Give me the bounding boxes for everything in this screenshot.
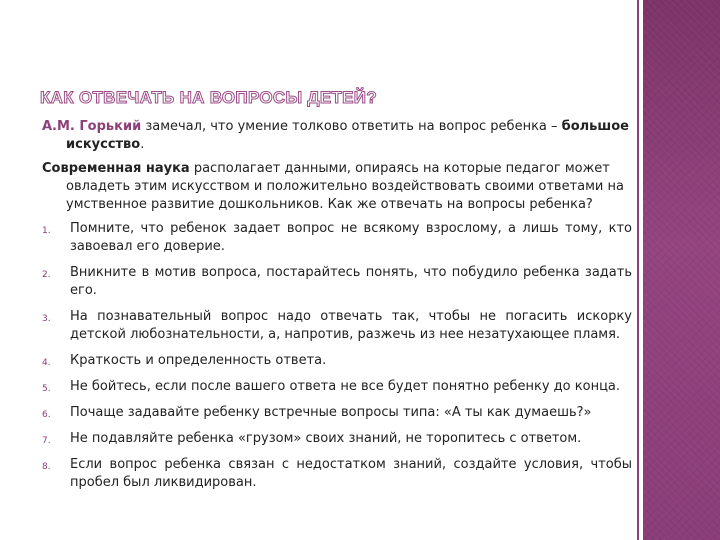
list-item-text: Не бойтесь, если после вашего ответа не все будет понятно ребенку до конца. (70, 379, 621, 394)
list-item-text: Вникните в мотив вопроса, постарайтесь понять, что побудило ребенка задать его. (70, 265, 632, 298)
advice-list (42, 220, 632, 492)
list-item (42, 378, 632, 396)
list-item-number: 7. (42, 436, 51, 446)
list-item-text: Не подавляйте ребенка «грузом» своих знаний, не торопитесь с ответом. (70, 431, 582, 446)
list-item-text: Почаще задавайте ребенку встречные вопросы типа: «А ты как думаешь?» (70, 405, 592, 420)
intro-text: замечал, что умение толково ответить на вопрос ребенка – (141, 119, 562, 134)
side-divider-line (637, 0, 639, 540)
intro-bold-phrase: большое искусство (66, 119, 629, 152)
science-paragraph (42, 160, 632, 214)
intro-author-name: А.М. Горький (42, 119, 142, 134)
list-item-number: 1. (42, 226, 51, 236)
list-item-number: 4. (42, 358, 51, 368)
list-item-number: 3. (42, 314, 51, 324)
list-item (42, 456, 632, 492)
science-text: располагает данными, опираясь на которые педагог может овладеть этим искусством и положительно воздействовать своими ответами на умственное развитие дошкольников. Как же отвечать на вопросы ребенка? (66, 161, 624, 212)
list-item (42, 264, 632, 300)
science-lead: Современная наука (42, 161, 190, 176)
list-item (42, 352, 632, 370)
slide-content (42, 118, 632, 500)
list-item (42, 220, 632, 256)
list-item-text: Краткость и определенность ответа. (70, 353, 327, 368)
list-item-number: 2. (42, 270, 51, 280)
list-item-text: Помните, что ребенок задает вопрос не всякому взрослому, а лишь тому, кто завоевал его доверие. (70, 221, 632, 254)
slide-title: КАК ОТВЕЧАТЬ НА ВОПРОСЫ ДЕТЕЙ? (40, 88, 378, 107)
intro-paragraph (42, 118, 632, 154)
list-item (42, 430, 632, 448)
list-item-text: Если вопрос ребенка связан с недостатком знаний, создайте условия, чтобы пробел был ликвидирован. (70, 457, 632, 490)
list-item-number: 5. (42, 384, 51, 394)
list-item-text: На познавательный вопрос надо отвечать так, чтобы не погасить искорку детской любознательности, а, напротив, разжечь из нее незатухающее пламя. (70, 309, 632, 342)
intro-end: . (140, 137, 145, 152)
list-item (42, 404, 632, 422)
list-item-number: 8. (42, 462, 51, 472)
decorative-side-panel (643, 0, 720, 540)
list-item-number: 6. (42, 410, 51, 420)
list-item (42, 308, 632, 344)
